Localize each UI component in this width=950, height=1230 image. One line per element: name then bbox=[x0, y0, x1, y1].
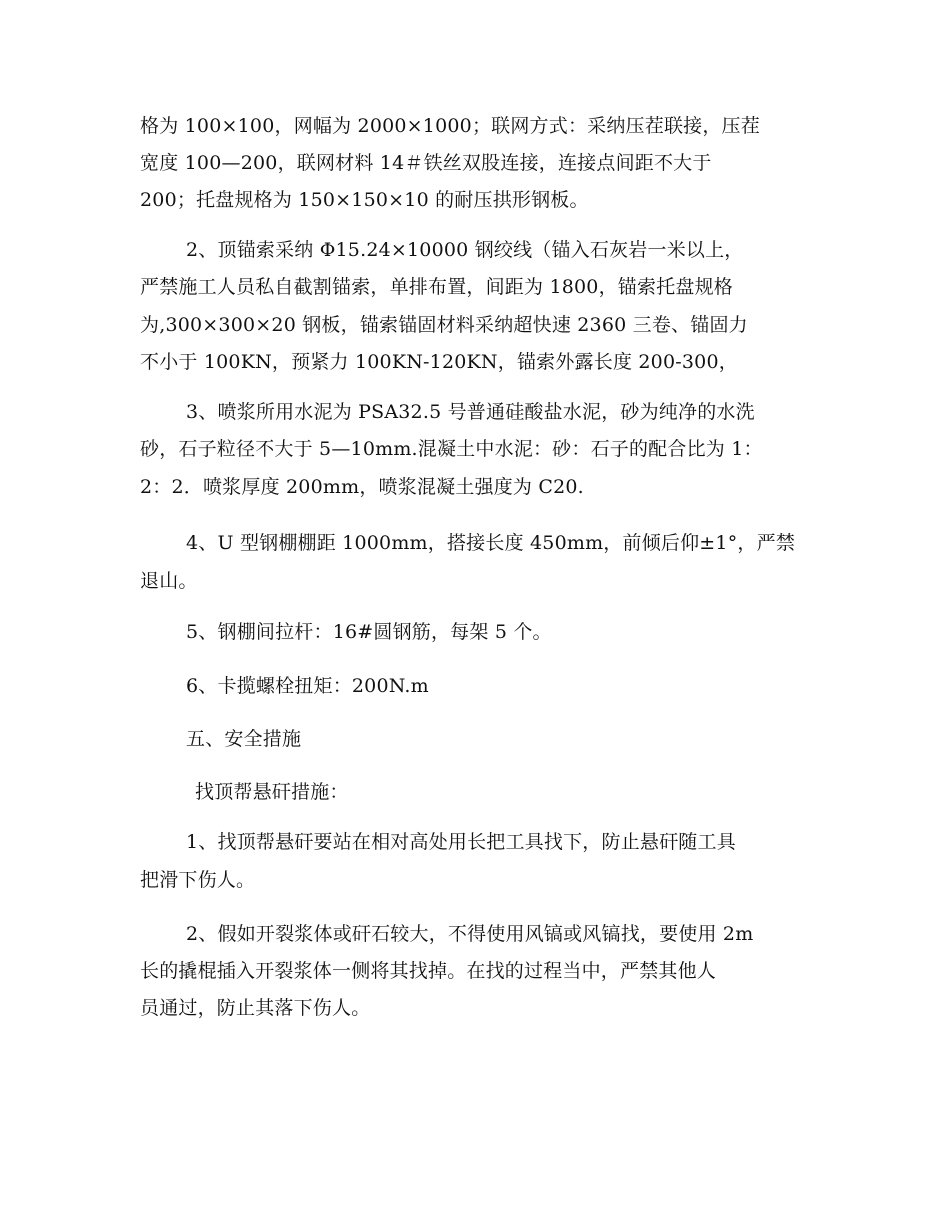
subheading: 找顶帮悬矸措施： bbox=[195, 781, 349, 803]
text-line: 退山。 bbox=[140, 570, 198, 592]
text-line: 6、卡揽螺栓扭矩：200N.m bbox=[186, 675, 429, 697]
text-line: 严禁施工人员私自截割锚索，单排布置，间距为 1800，锚索托盘规格 bbox=[140, 276, 733, 298]
text-line: 200；托盘规格为 150×150×10 的耐压拱形钢板。 bbox=[140, 189, 589, 211]
text-line: 5、钢棚间拉杆：16#圆钢筋，每架 5 个。 bbox=[186, 621, 552, 643]
text-line: 宽度 100—200，联网材料 14＃铁丝双股连接，连接点间距不大于 bbox=[140, 152, 712, 174]
text-line: 格为 100×100，网幅为 2000×1000；联网方式：采纳压茬联接，压茬 bbox=[140, 115, 760, 137]
text-line: 2、假如开裂浆体或矸石较大，不得使用风镐或风镐找，要使用 2m bbox=[186, 923, 754, 945]
section-heading: 五、安全措施 bbox=[186, 728, 302, 750]
text-line: 不小于 100KN，预紧力 100KN-120KN，锚索外露长度 200-300， bbox=[140, 351, 738, 373]
text-line: 2、顶锚索采纳 Φ15.24×10000 钢绞线（锚入石灰岩一米以上， bbox=[186, 239, 744, 261]
text-line: 长的撬棍插入开裂浆体一侧将其找掉。在找的过程当中，严禁其他人 bbox=[140, 960, 717, 982]
text-line: 为,300×300×20 钢板，锚索锚固材料采纳超快速 2360 三卷、锚固力 bbox=[140, 314, 748, 336]
text-line: 1、找顶帮悬矸要站在相对高处用长把工具找下，防止悬矸随工具 bbox=[186, 831, 736, 853]
text-line: 3、喷浆所用水泥为 PSA32.5 号普通硅酸盐水泥，砂为纯净的水洗 bbox=[186, 401, 755, 423]
text-line: 4、U 型钢棚棚距 1000mm，搭接长度 450mm，前倾后仰±1°，严禁 bbox=[186, 532, 796, 554]
text-line: 把滑下伤人。 bbox=[140, 869, 256, 891]
text-line: 2：2．喷浆厚度 200mm，喷浆混凝土强度为 C20. bbox=[140, 476, 584, 498]
text-line: 员通过，防止其落下伤人。 bbox=[140, 997, 371, 1019]
text-line: 砂，石子粒径不大于 5—10mm.混凝土中水泥：砂：石子的配合比为 1： bbox=[140, 438, 763, 460]
